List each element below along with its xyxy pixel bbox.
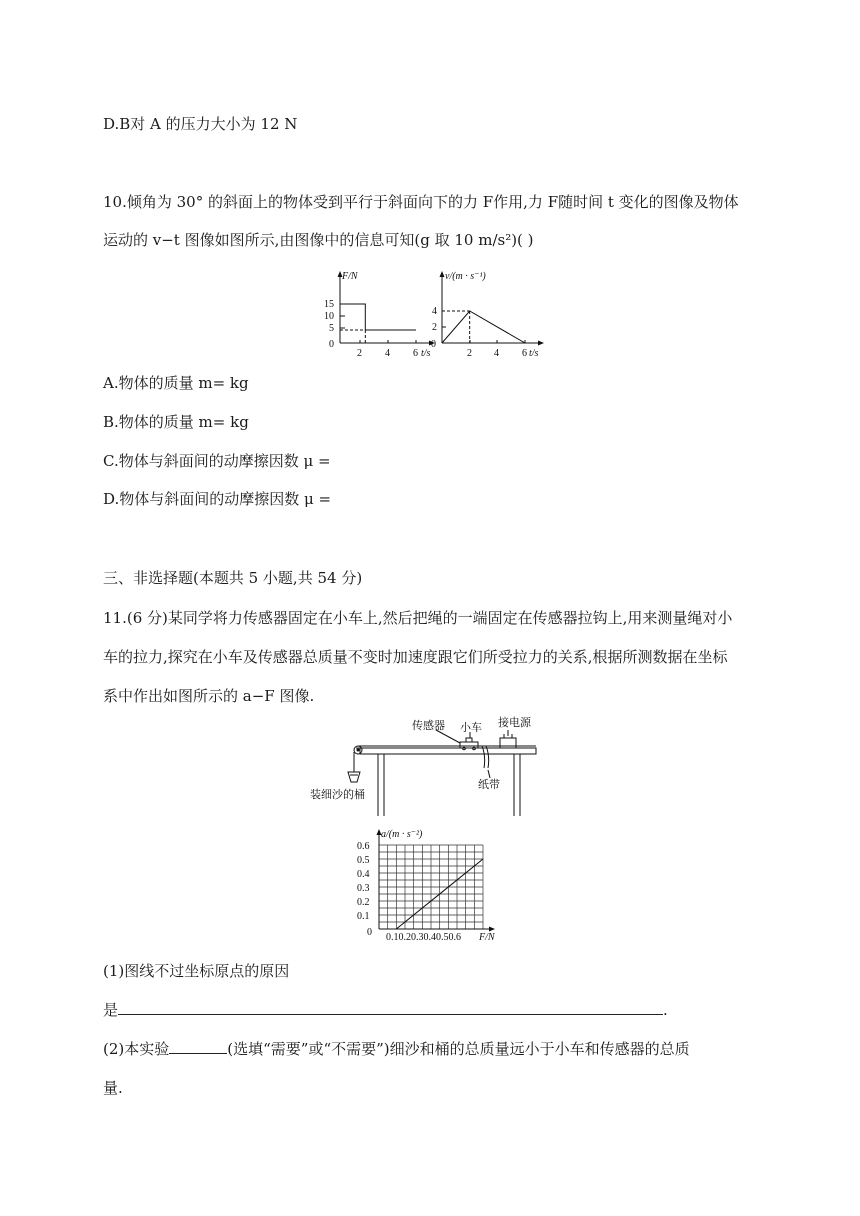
v-xtick-4: 4 — [494, 348, 499, 359]
v-t-chart — [425, 265, 545, 359]
v-tick-4: 4 — [432, 306, 437, 317]
answer-blank-2[interactable] — [169, 1039, 227, 1054]
cart-label: 小车 — [460, 722, 482, 734]
q11-part2-line1 — [103, 1039, 690, 1059]
f-xtick-4: 4 — [385, 348, 390, 359]
answer-blank-1[interactable] — [118, 1000, 663, 1015]
v-xtick-6: 6 — [522, 348, 527, 359]
a-origin: 0 — [367, 927, 372, 938]
q11-stem-line1: 11.(6 分)某同学将力传感器固定在小车上,然后把绳的一端固定在传感器拉钩上,用来测量绳对小 — [103, 609, 733, 627]
a-tick-0.2: 0.2 — [357, 897, 370, 908]
q11-part1-line2 — [103, 1000, 668, 1020]
power-label: 接电源 — [498, 717, 531, 729]
a-chart-ylabel: a/(m · s⁻²) — [381, 829, 423, 840]
a-tick-0.5: 0.5 — [357, 855, 370, 866]
f-tick-5: 5 — [329, 323, 334, 334]
a-tick-0.4: 0.4 — [357, 869, 370, 880]
series-line — [340, 304, 416, 330]
apparatus-diagram — [310, 712, 550, 820]
a-xticks: 0.10.20.30.40.50.6 — [386, 932, 461, 943]
q9-option-d: D.B对 A 的压力大小为 12 N — [103, 115, 298, 133]
q10-option-c: C.物体与斜面间的动摩擦因数 μ = — [103, 452, 331, 470]
q10-option-a: A.物体的质量 m= kg — [103, 374, 249, 392]
part1-suffix: . — [663, 1001, 668, 1019]
q10-stem-line2: 运动的 v−t 图像如图所示,由图像中的信息可知(g 取 10 m/s²)( ) — [103, 231, 534, 249]
part2-prefix: (2)本实验 — [103, 1040, 170, 1058]
f-chart-ylabel: F/N — [342, 271, 358, 282]
q10-option-b: B.物体的质量 m= kg — [103, 413, 249, 431]
q11-part1-line1: (1)图线不过坐标原点的原因 — [103, 962, 290, 980]
f-tick-10: 10 — [324, 311, 334, 322]
v-chart-xlabel: t/s — [529, 348, 539, 359]
q10-stem-line1: 10.倾角为 30° 的斜面上的物体受到平行于斜面向下的力 F作用,力 F随时间 t 变化的图像及物体 — [103, 193, 739, 211]
part2-rest: (选填“需要”或“不需要”)细沙和桶的总质量远小于小车和传感器的总质 — [227, 1040, 690, 1058]
f-xtick-6: 6 — [413, 348, 418, 359]
a-tick-0.3: 0.3 — [357, 883, 370, 894]
v-chart-ylabel: v/(m · s⁻¹) — [445, 271, 486, 282]
a-tick-0.1: 0.1 — [357, 911, 370, 922]
v-origin: 0 — [431, 339, 436, 350]
f-origin: 0 — [329, 339, 334, 350]
a-chart-xlabel: F/N — [479, 932, 495, 943]
q11-stem-line3: 系中作出如图所示的 a−F 图像. — [103, 687, 315, 705]
f-chart-xlabel: t/s — [421, 348, 431, 359]
f-t-chart — [322, 265, 436, 359]
series-line — [442, 311, 525, 343]
sensor-label: 传感器 — [412, 720, 445, 732]
tape-label: 纸带 — [478, 779, 500, 791]
a-tick-0.6: 0.6 — [357, 841, 370, 852]
a-f-chart — [355, 823, 505, 947]
bucket-label: 装细沙的桶 — [310, 789, 365, 801]
section3-heading: 三、非选择题(本题共 5 小题,共 54 分) — [103, 569, 363, 587]
part1-prefix: 是 — [103, 1001, 119, 1019]
q11-part2-line2: 量. — [103, 1079, 123, 1097]
q11-stem-line2: 车的拉力,探究在小车及传感器总质量不变时加速度跟它们所受拉力的关系,根据所测数据在坐标 — [103, 648, 728, 666]
v-xtick-2: 2 — [467, 348, 472, 359]
f-tick-15: 15 — [324, 299, 334, 310]
v-tick-2: 2 — [432, 322, 437, 333]
q10-option-d: D.物体与斜面间的动摩擦因数 μ = — [103, 490, 332, 508]
f-xtick-2: 2 — [357, 348, 362, 359]
